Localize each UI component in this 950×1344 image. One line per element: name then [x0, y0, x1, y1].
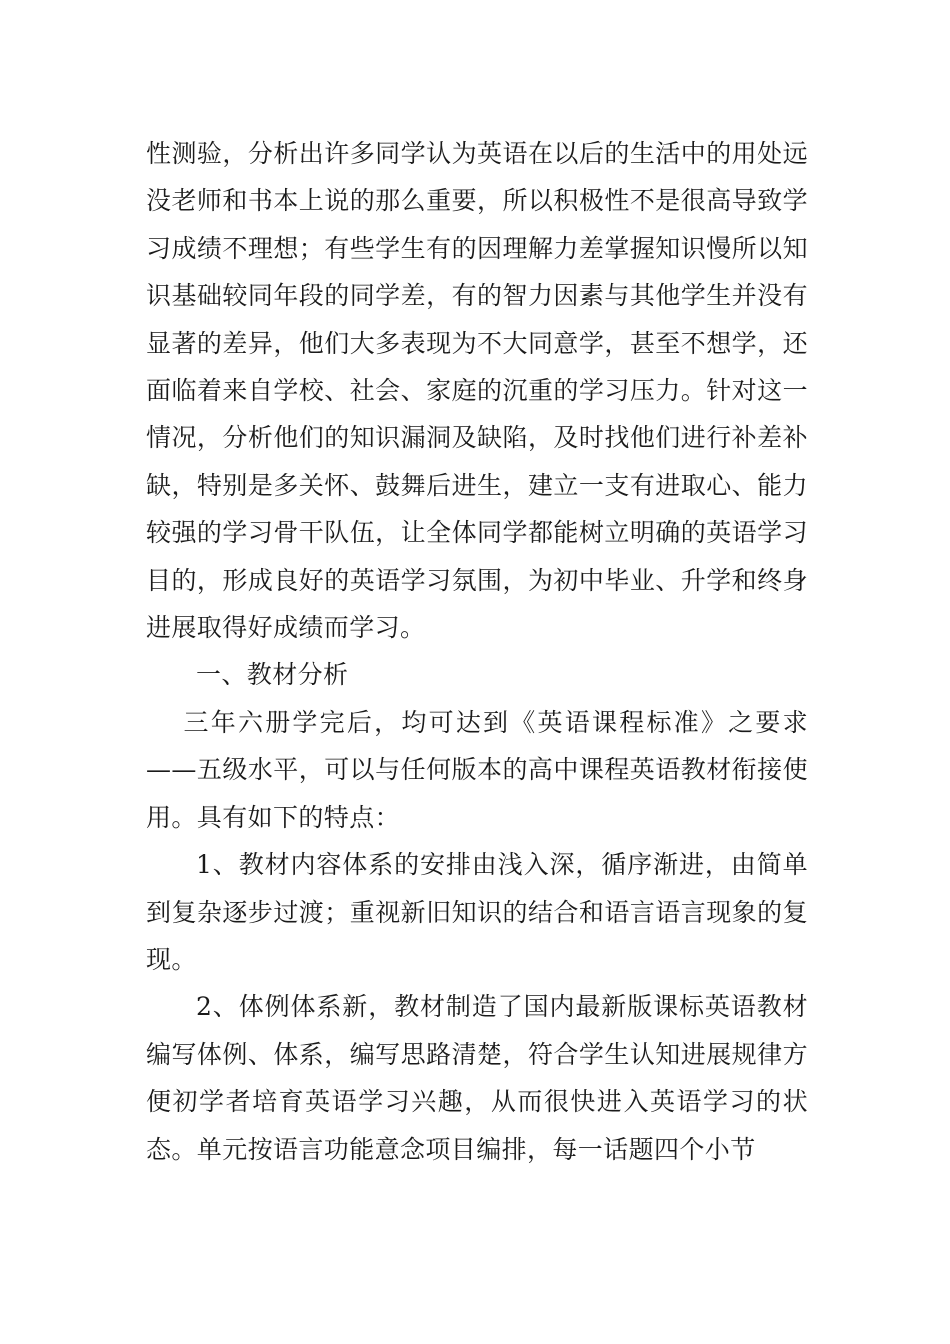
section-heading-textbook-analysis: 一、教材分析: [196, 660, 349, 690]
paragraph-curriculum-standard: 三年六册学完后，均可达到《英语课程标准》之要求——五级水平，可以与任何版本的高中课程英语教材衔接使用。具有如下的特点：: [146, 707, 808, 832]
document-body: [146, 130, 808, 1173]
paragraph-continuation: 性测验，分析出许多同学认为英语在以后的生活中的用处远没老师和书本上说的那么重要，所以积极性不是很高导致学习成绩不理想；有些学生有的因理解力差掌握知识慢所以知识基础较同年段的同学差，有的智力因素与其他学生并没有显著的差异，他们大多表现为不大同意学，甚至不想学，还面临着来自学校、社会、家庭的沉重的学习压力。针对这一情况，分析他们的知识漏洞及缺陷，及时找他们进行补差补缺，特别是多关怀、鼓舞后进生，建立一支有进取心、能力较强的学习骨干队伍，让全体同学都能树立明确的英语学习目的，形成良好的英语学习氛围，为初中毕业、升学和终身进展取得好成绩而学习。: [146, 139, 808, 643]
paragraph-point-2: 2、体例体系新，教材制造了国内最新版课标英语教材编写体例、体系，编写思路清楚，符合学生认知进展规律方便初学者培育英语学习兴趣，从而很快进入英语学习的状态。单元按语言功能意念项目编排，每一话题四个小节: [146, 992, 808, 1164]
paragraph-point-1: 1、教材内容体系的安排由浅入深，循序渐进，由简单到复杂逐步过渡；重视新旧知识的结合和语言语言现象的复现。: [146, 850, 808, 974]
